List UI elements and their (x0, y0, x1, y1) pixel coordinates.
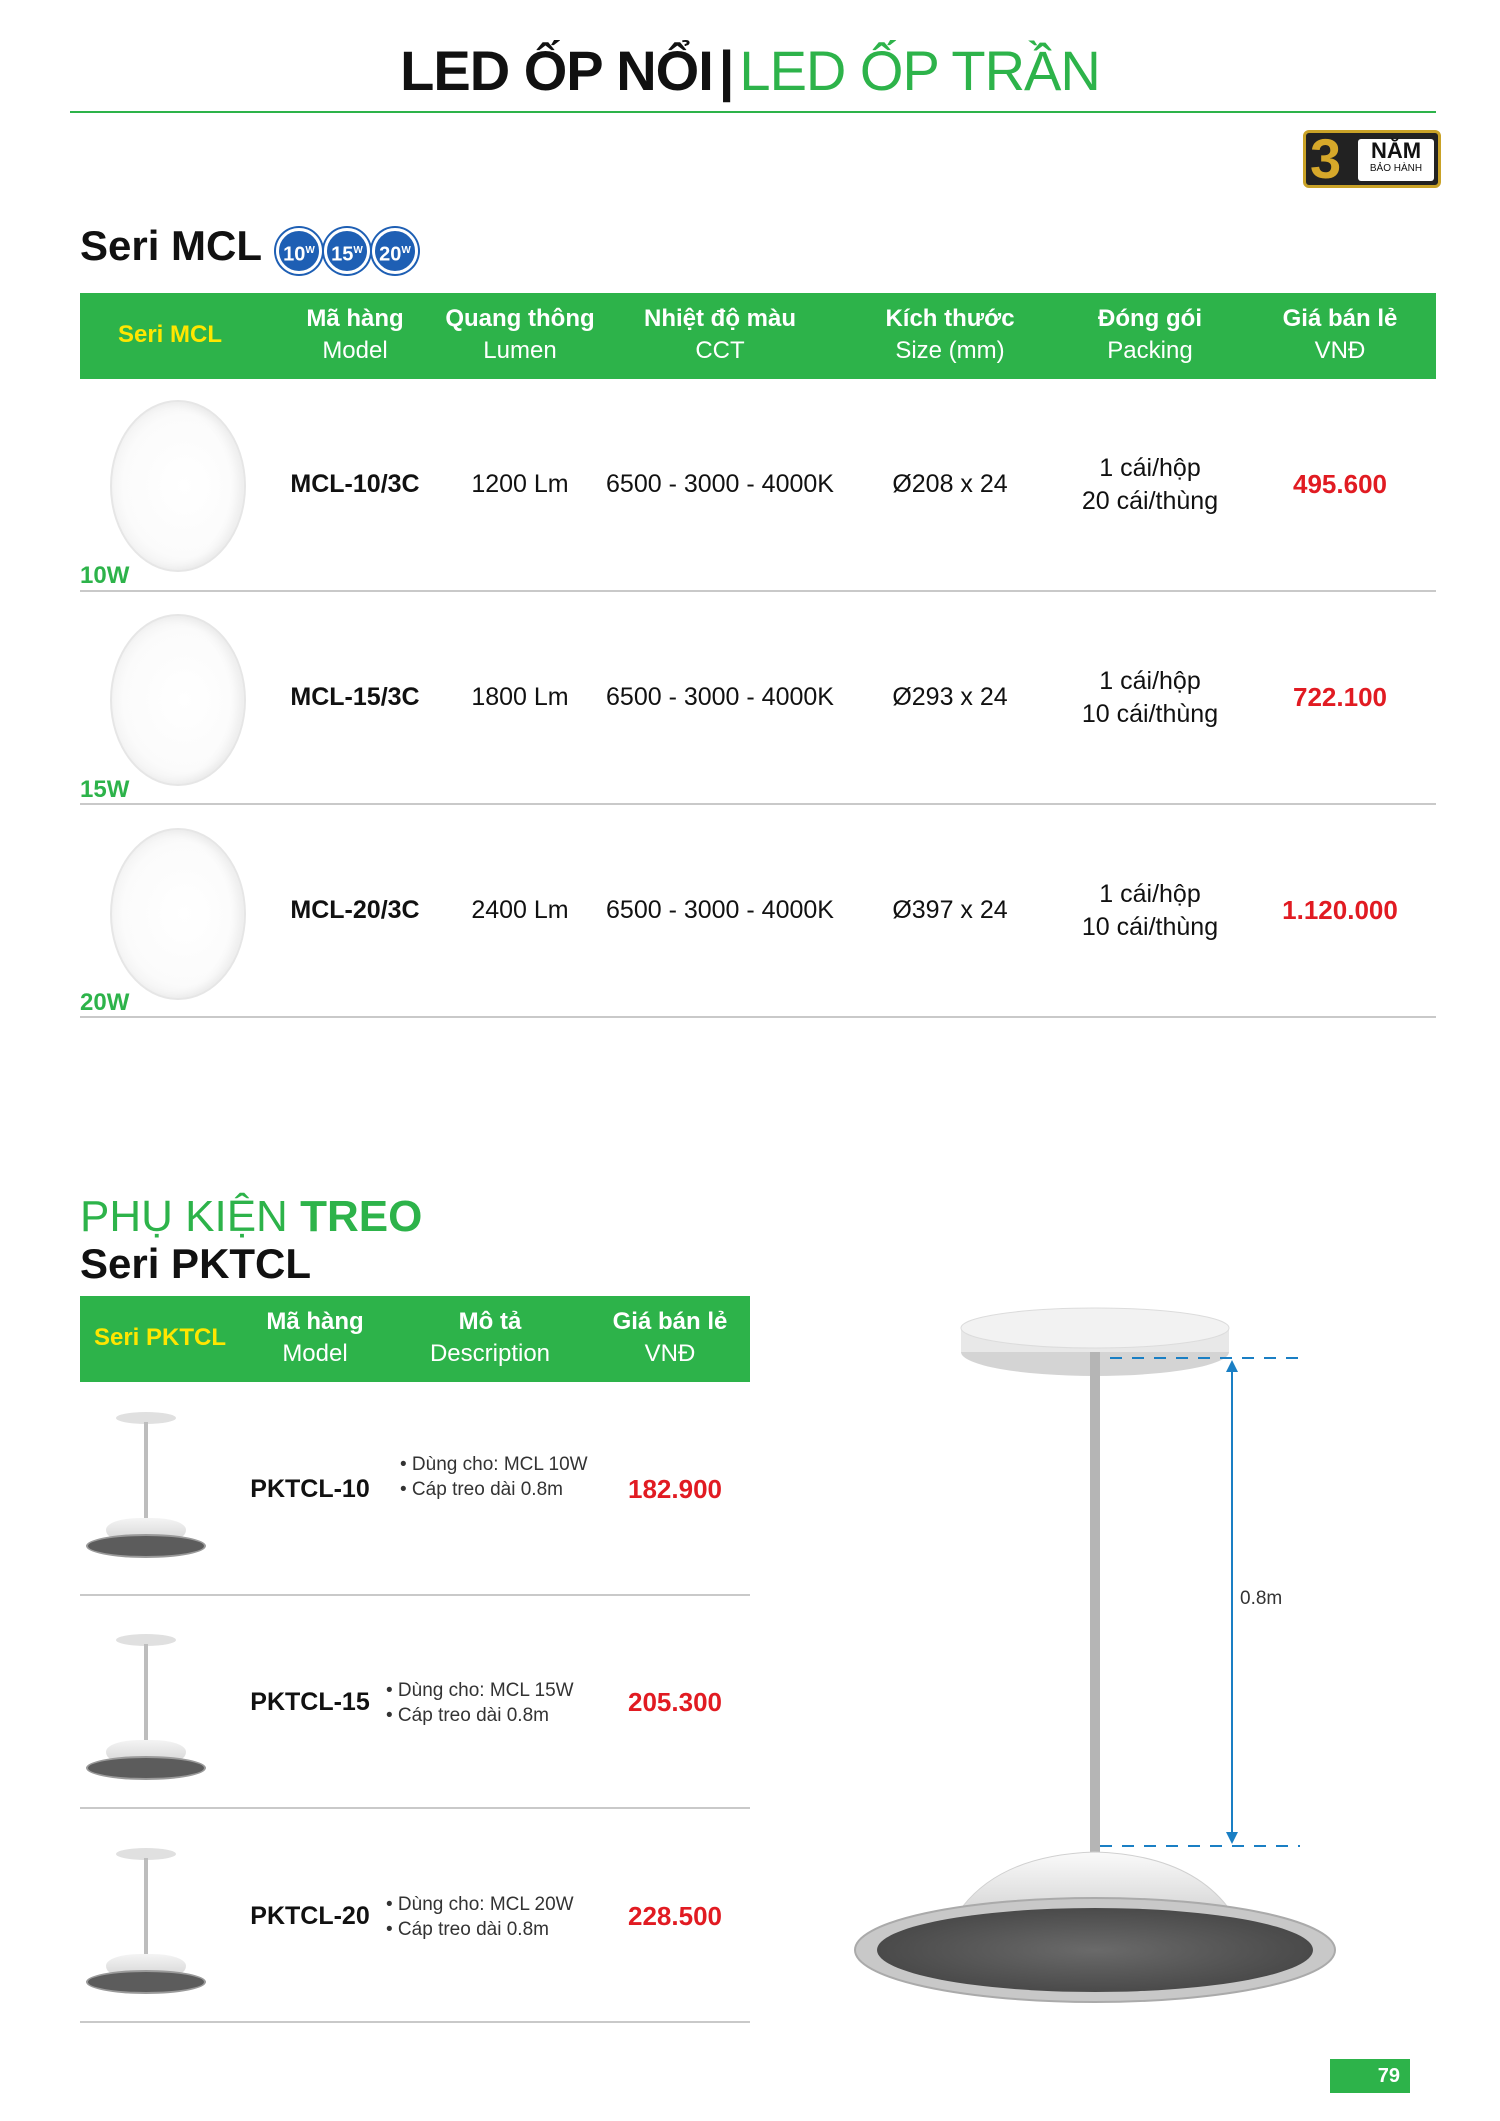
product-image-mcl10 (110, 400, 246, 572)
watt-badge-10: $10^W$ (276, 228, 322, 274)
title-separator: | (718, 39, 734, 102)
description-cell: • Dùng cho: MCL 10W • Cáp treo dài 0.8m (400, 1454, 588, 1500)
mcl-series-title: Seri MCL (80, 222, 263, 269)
size-cell: Ø208 x 24 (892, 470, 1008, 498)
row-divider (80, 1016, 1436, 1018)
warranty-number: 3 (1310, 127, 1342, 190)
watt-badge-20: $20^W$ (372, 228, 418, 274)
pktcl-header-series: Seri PKTCL (93, 1324, 227, 1351)
pktcl-header-desc: Mô tả Description (429, 1308, 551, 1367)
model-cell: MCL-10/3C (290, 470, 420, 498)
pktcl-table-header (80, 1296, 750, 1382)
title-divider (70, 111, 1436, 113)
row-divider (80, 590, 1436, 592)
cct-cell: 6500 - 3000 - 4000K (606, 896, 834, 924)
warranty-word: NĂM (1370, 138, 1422, 163)
title-bold: LED ỐP NỔI (400, 39, 713, 102)
product-image-mcl15 (110, 614, 246, 786)
pendant-dimension-illustration (840, 1300, 1360, 2020)
packing-cell: 1 cái/hộp 10 cái/thùng (1081, 880, 1219, 941)
packing-cell: 1 cái/hộp 20 cái/thùng (1081, 454, 1219, 515)
watt-label: 20W (80, 989, 130, 1016)
size-cell: Ø293 x 24 (892, 683, 1008, 711)
pktcl-series-title: Seri PKTCL (80, 1240, 312, 1287)
lumen-cell: 1800 Lm (471, 683, 569, 711)
packing-cell: 1 cái/hộp 10 cái/thùng (1081, 667, 1219, 728)
page-title (0, 38, 1500, 103)
product-image-pktcl15 (84, 1634, 208, 1780)
warranty-sub: BẢO HÀNH (1369, 163, 1423, 174)
mcl-header-series: Seri MCL (117, 321, 222, 348)
price-cell: 1.120.000 (1282, 895, 1398, 925)
lumen-cell: 2400 Lm (471, 896, 569, 924)
mcl-header-packing: Đóng gói Packing (1098, 305, 1202, 364)
mcl-header-lumen: Quang thông Lumen (445, 305, 595, 364)
row-divider (80, 803, 1436, 805)
price-cell: 722.100 (1293, 682, 1387, 712)
warranty-badge (1303, 127, 1441, 190)
cct-cell: 6500 - 3000 - 4000K (606, 470, 834, 498)
watt-label: 15W (80, 776, 130, 803)
page-number: 79 (1330, 2059, 1410, 2093)
product-image-pktcl20 (84, 1848, 208, 1994)
model-cell: MCL-15/3C (290, 683, 420, 711)
model-cell: PKTCL-20 (250, 1902, 370, 1930)
product-image-pktcl10 (84, 1412, 208, 1558)
mcl-header-model: Mã hàng Model (306, 305, 404, 364)
size-cell: Ø397 x 24 (892, 896, 1008, 924)
lumen-cell: 1200 Lm (471, 470, 569, 498)
mcl-table-header (80, 293, 1436, 379)
mcl-header-size: Kích thước Size (mm) (885, 305, 1015, 364)
price-cell: 182.900 (628, 1474, 722, 1504)
model-cell: PKTCL-10 (250, 1475, 370, 1503)
description-cell: • Dùng cho: MCL 15W • Cáp treo dài 0.8m (386, 1680, 574, 1726)
pktcl-header-model: Mã hàng Model (266, 1308, 364, 1367)
row-divider (80, 1594, 750, 1596)
watt-label: 10W (80, 562, 130, 589)
title-light: LED ỐP TRẦN (739, 39, 1100, 102)
product-image-mcl20 (110, 828, 246, 1000)
price-cell: 228.500 (628, 1901, 722, 1931)
price-cell: 205.300 (628, 1687, 722, 1717)
pktcl-header-price: Giá bán lẻ VNĐ (612, 1308, 728, 1367)
watt-badge-15: $15^W$ (324, 228, 370, 274)
row-divider (80, 2021, 750, 2023)
accessory-title: PHỤ KIỆN TREO (80, 1192, 423, 1241)
dimension-label: 0.8m (1240, 1588, 1283, 1609)
price-cell: 495.600 (1293, 469, 1387, 499)
row-divider (80, 1807, 750, 1809)
model-cell: PKTCL-15 (250, 1688, 370, 1716)
model-cell: MCL-20/3C (290, 896, 420, 924)
warranty-label-box (1358, 139, 1434, 181)
cct-cell: 6500 - 3000 - 4000K (606, 683, 834, 711)
description-cell: • Dùng cho: MCL 20W • Cáp treo dài 0.8m (386, 1894, 574, 1940)
mcl-header-cct: Nhiệt độ màu CCT (643, 305, 796, 364)
mcl-header-price: Giá bán lẻ VNĐ (1282, 305, 1398, 364)
